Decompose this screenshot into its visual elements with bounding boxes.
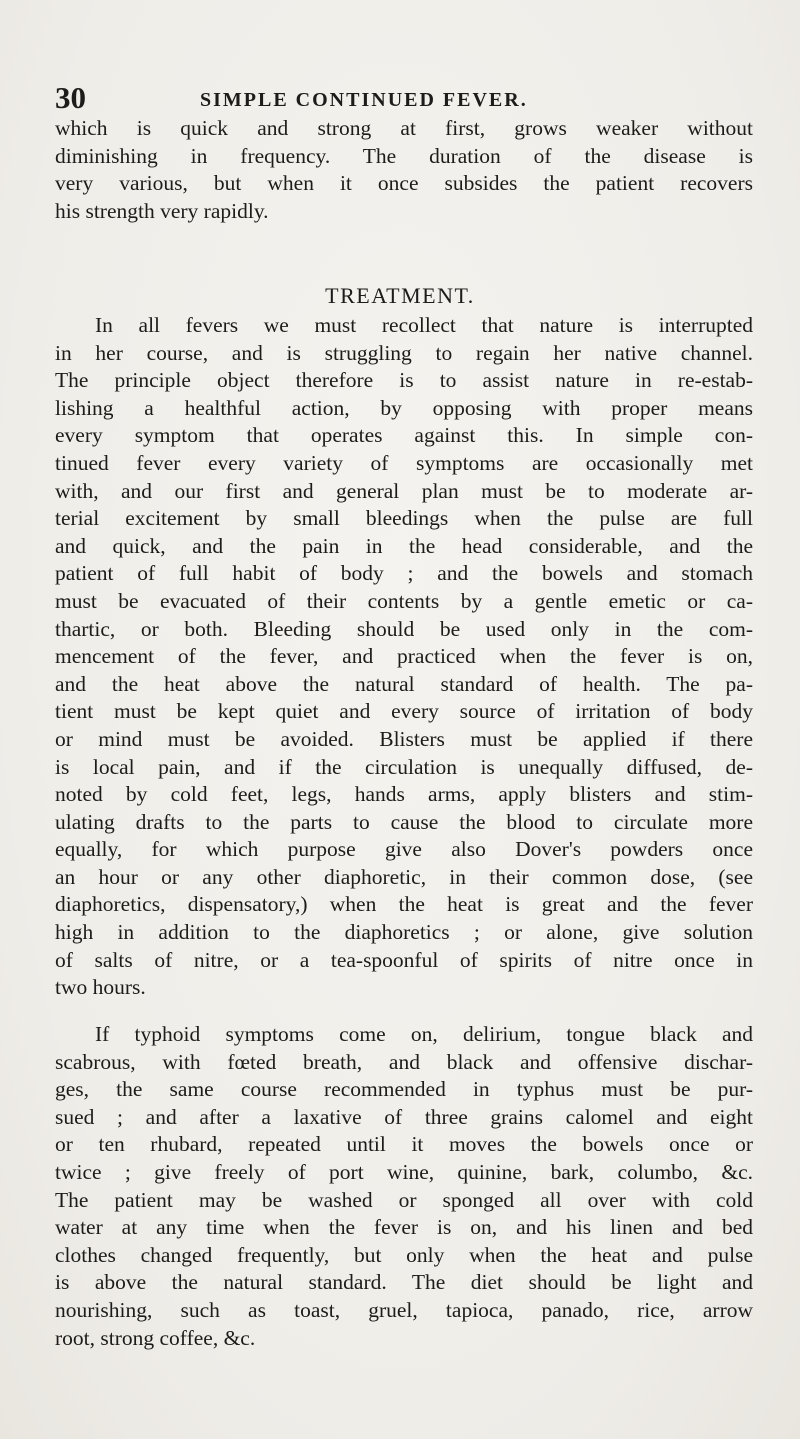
text-line: scabrous, with fœted breath, and black and offensive dischar- (55, 1049, 753, 1074)
text-line: In all fevers we must recollect that nature is interrupted (95, 313, 753, 337)
text-line: very various, but when it once subsides the patient recovers (55, 171, 753, 196)
text-line: or mind must be avoided. Blisters must be applied if there (55, 726, 753, 751)
section-heading: TREATMENT. (325, 283, 475, 308)
text-line: must be evacuated of their contents by a gentle emetic or ca- (55, 588, 753, 613)
text-line: terial excitement by small bleedings when the pulse are full (55, 506, 753, 531)
intro-paragraph (55, 115, 753, 225)
text-line: The principle object therefore is to assist nature in re-estab- (55, 368, 753, 393)
text-line: diminishing in frequency. The duration of the disease is (55, 143, 753, 168)
text-line: tinued fever every variety of symptoms are occasionally met (55, 450, 753, 475)
text-line: nourishing, such as toast, gruel, tapioca, panado, rice, arrow (55, 1297, 753, 1322)
text-line: sued ; and after a laxative of three grains calomel and eight (55, 1104, 753, 1129)
text-line: and quick, and the pain in the head considerable, and the (55, 533, 753, 558)
text-line: with, and our first and general plan must be to moderate ar- (55, 478, 753, 503)
text-line: which is quick and strong at first, grows weaker without (55, 116, 753, 140)
text-line: The patient may be washed or sponged all over with cold (55, 1187, 753, 1212)
text-line: every symptom that operates against this. In simple con- (55, 423, 753, 448)
text-line: ges, the same course recommended in typhus must be pur- (55, 1077, 753, 1102)
text-line: ulating drafts to the parts to cause the blood to circulate more (55, 809, 753, 834)
text-line: equally, for which purpose give also Dover's powders once (55, 837, 753, 862)
text-line: noted by cold feet, legs, hands arms, apply blisters and stim- (55, 782, 753, 807)
text-line: tient must be kept quiet and every source of irritation of body (55, 699, 753, 724)
text-line: diaphoretics, dispensatory,) when the heat is great and the fever (55, 892, 753, 917)
text-line: high in addition to the diaphoretics ; or alone, give solution (55, 920, 753, 945)
text-line: or ten rhubard, repeated until it moves the bowels once or (55, 1132, 753, 1157)
text-line: clothes changed frequently, but only when the heat and pulse (55, 1242, 753, 1267)
page-header (55, 80, 755, 120)
text-line: root, strong coffee, &c. (55, 1325, 256, 1350)
text-line: and the heat above the natural standard of health. The pa- (55, 671, 753, 696)
text-line: twice ; give freely of port wine, quinine, bark, columbo, &c. (55, 1159, 753, 1184)
text-line: patient of full habit of body ; and the bowels and stomach (55, 561, 753, 586)
text-line: two hours. (55, 975, 146, 1000)
text-line: is above the natural standard. The diet should be light and (55, 1270, 753, 1295)
text-line: lishing a healthful action, by opposing with proper means (55, 395, 753, 420)
text-line: in her course, and is struggling to regain her native channel. (55, 340, 753, 365)
text-line: mencement of the fever, and practiced when the fever is on, (55, 644, 753, 669)
treatment-paragraph-2 (55, 1021, 753, 1352)
text-line: his strength very rapidly. (55, 198, 269, 223)
text-line: of salts of nitre, or a tea-spoonful of spirits of nitre once in (55, 947, 753, 972)
running-head: SIMPLE CONTINUED FEVER. (200, 89, 528, 111)
text-line: If typhoid symptoms come on, delirium, tongue black and (95, 1022, 753, 1046)
text-line: thartic, or both. Bleeding should be used only in the com- (55, 616, 753, 641)
page-number: 30 (55, 80, 86, 115)
treatment-paragraph-1 (55, 312, 753, 1002)
text-line: is local pain, and if the circulation is unequally diffused, de- (55, 754, 753, 779)
text-line: an hour or any other diaphoretic, in their common dose, (see (55, 864, 753, 889)
text-line: water at any time when the fever is on, and his linen and bed (55, 1215, 753, 1240)
